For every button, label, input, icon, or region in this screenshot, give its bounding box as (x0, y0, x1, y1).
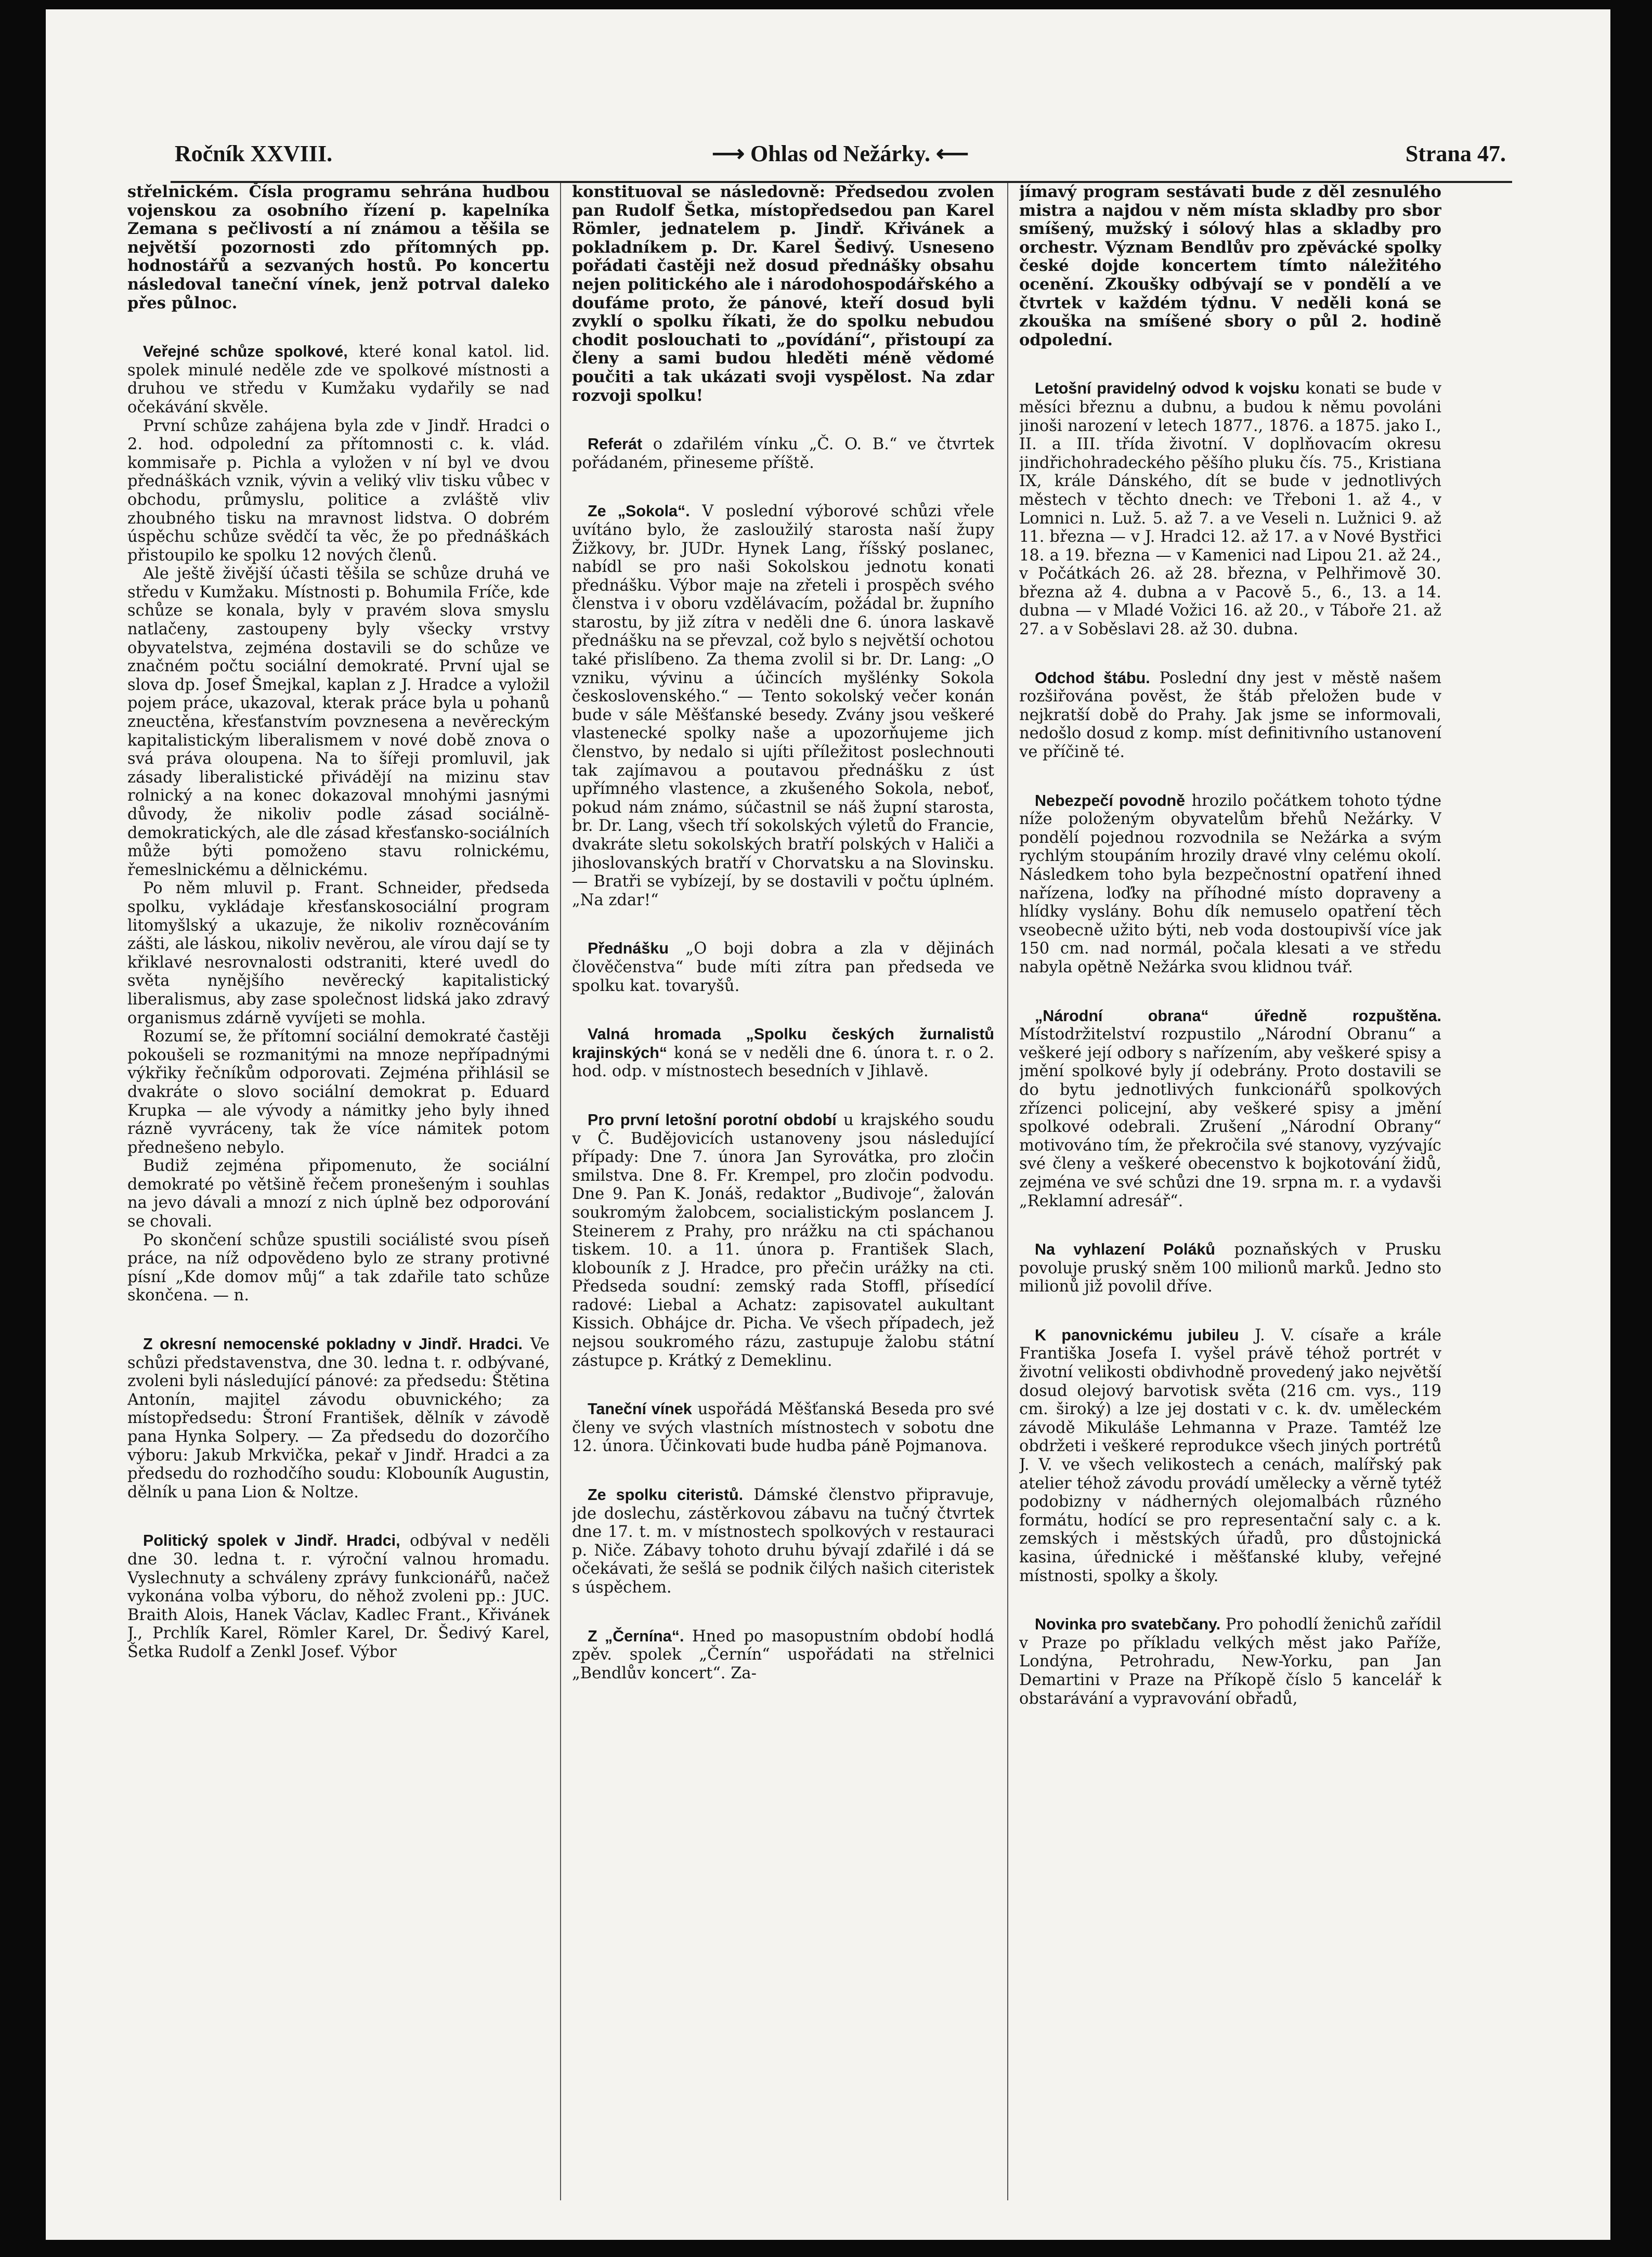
article-body: odbýval v neděli dne 30. ledna t. r. výroční valnou hromadu. Vyslechnuty a schváleny zprávy funkcionářů, načež vykonána volba výboru, do něhož zvoleni pp.: JUC. Braith Alois, Hanek Václav, Kadlec Frant., Křivánek J., Prchlík Karel, Römler Karel, Dr. Šedivý Karel, Šetka Rudolf a Zenkl Josef. Výbor (127, 1532, 550, 1661)
article-headline: Referát (588, 435, 643, 453)
article-body: První schůze zahájena byla zde v Jindř. Hradci o 2. hod. odpolední za přítomnosti c. k. vlád. kommisaře p. Pichla a vyložen v ní byl ve dvou přednáškách vznik, vývin a veliký vliv tisku vůbec v obchodu, průmyslu, politice a zvláště vliv zhoubného tisku na mravnost lidstva. O dobrém úspěchu schůze svědčí ta věc, že po přednáškách přistoupilo ke spolku 12 nových členů. (127, 416, 550, 565)
article-body: Ale ještě živější účasti těšila se schůze druhá ve středu v Kumžaku. Místnosti p. Bohumila Fríče, kde schůze se konala, byly v pravém slova smyslu natlačeny, zastoupeny byly všecky vrstvy obyvatelstva, zejména dostavili se do schůze ve značném počtu sociální demokraté. První ujal se slova dp. Josef Šmejkal, kaplan z J. Hradce a vyložil pojem práce, ukazoval, kterak práce byla u pohanů zneuctěna, křesťanstvím povznesena a nevěreckým kapitalistickým liberalismem v nové době znova o svá práva oloupena. Na to šířeji promluvil, jak zásady liberalistické přivádějí na mizinu stav rolnický a na konec dokazoval mnohými jasnými důvody, že nikoliv podle zásad sociálně-demokratických, ale dle zásad křesťansko-sociálních může býti pomoženo stavu rolnickému, řemeslnickému a dělnickému. (127, 565, 550, 879)
article-paragraph (127, 417, 550, 565)
article-headline: Taneční vínek (588, 1400, 692, 1418)
article-paragraph (572, 435, 994, 472)
article-body: koná se v neděli dne 6. února t. r. o 2. hod. odp. v místnostech besedních v Jihlavě. (572, 1043, 994, 1081)
article-body: u krajského soudu v Č. Budějovicích ustanoveny jsou následující případy: Dne 7. února Jan Syrovátka, pro zločin smilstva. Dne 8. Fr. Krempel, pro zločin podvodu. Dne 9. Pan K. Jonáš, redaktor „Budivoje“, žalován soukromým žalobcem, socialistickým poslancem J. Steinerem z Prahy, pro nrážku na cti spáchanou tiskem. 10. a 11. února p. František Slach, klobouník z J. Hradce, pro přečin urážky na cti. Předseda soudní: zemský rada Stoffl, přísedící radové: Liebal a Achatz: zapisovatel aukultant Kissich. Obhájce dr. Picha. Ve všech případech, jež nejsou soukromého rázu, zastupuje žalobu státní zástupce p. Krátký z Demeklinu. (572, 1111, 994, 1370)
article-paragraph (572, 1111, 994, 1370)
article-body: Místodržitelství rozpustilo „Národní Obranu“ a veškeré její odbory s nařízením, aby veškeré spisy a jmění spolkové byly jí odebrány. Proto dostavili se do bytu jednotlivých funkcionářů spolkových zřízenci policejní, aby veškeré spisy a jmění spolkové odebrali. Zrušení „Národní Obrany“ motivováno tím, že překročila své stanovy, vyzývajíc své členy a veškeré obecenstvo k bojkotování židů, zejména ve své schůzi dne 19. srpna m. r. a vydavši „Reklamní adresář“. (1019, 1025, 1441, 1210)
article-paragraph (572, 183, 994, 405)
article-paragraph (1019, 1007, 1441, 1211)
article-paragraph (1019, 183, 1441, 349)
article-paragraph (572, 1400, 994, 1456)
article-headline: „Národní obrana“ úředně rozpuštěna. (1035, 1007, 1441, 1025)
article-body: které konal katol. lid. spolek minulé neděle zde ve spolkové místnosti a druhou ve středu v Kumžaku vydařily se nad očekávání skvěle. (127, 343, 550, 416)
article-body: Po něm mluvil p. Frant. Schneider, předseda spolku, vykládaje křesťanskosociální program litomyšlský a ukazuje, že nikoliv rozněcováním zášti, ale láskou, nikoliv nevěrou, ale vírou dají se ty křiklavé nesrovnalosti odstraniti, které uvedl do světa nynějšího nevěrecký kapitalistický liberalismus, aby zase společnost lidská jako zdravý organismus zdárně vyvíjeti se mohla. (127, 879, 550, 1027)
text-column-1 (127, 183, 550, 2200)
article-body: uspořádá Měšťanská Beseda pro své členy ve svých vlastních místnostech v sobotu dne 12. února. Účinkovati bude hudba páně Pojmanova. (572, 1400, 994, 1456)
article-body: Hned po masopustním období hodlá zpěv. spolek „Černín“ uspořádati na střelnici „Bendlův koncert“. Za- (572, 1627, 994, 1682)
article-paragraph (1019, 380, 1441, 638)
article-body: J. V. císaře a krále Františka Josefa I. vyšel právě téhož portrét v životní velikosti obdivhodně provedený jako největší dosud olejový barvotisk světa (216 cm. vys., 119 cm. široký) a lze jej dostati v c. k. dv. uměleckém závodě Mikuláše Lehmanna v Praze. Tamtéž lze obdržeti i veškeré reprodukce všech jiných portrétů J. V. ve všech velikostech a cenách, malířský pak atelier téhož závodu provádí umělecky a věrně tytéž podobizny v nádherných olejomalbách různého formátu, hodící se pro representační saly c. a k. zemských i městských úřadů, pro důstojnická kasina, úřednické i měšťanské kluby, veřejné místnosti, spolky a školy. (1019, 1326, 1441, 1585)
article-paragraph (1019, 1615, 1441, 1708)
article-headline: Politický spolek v Jindř. Hradci, (143, 1532, 400, 1550)
column-divider (1007, 183, 1008, 2200)
article-headline: Novinka pro svatebčany. (1035, 1615, 1221, 1634)
article-paragraph (127, 1335, 550, 1502)
article-body: Po skončení schůze spustili sociálisté svou píseň práce, na níž odpovědeno bylo ze strany protivné písní „Kde domov můj“ a tak zdařile tato schůze skončena. — n. (127, 1231, 550, 1305)
column-divider (560, 183, 561, 2200)
article-paragraph (1019, 792, 1441, 977)
article-paragraph (572, 502, 994, 909)
article-headline: Na vyhlazení Poláků (1035, 1241, 1216, 1259)
article-paragraph (127, 1231, 550, 1305)
text-column-2 (572, 183, 994, 2200)
article-paragraph (127, 1027, 550, 1157)
article-body: Budiž zejména připomenuto, že sociální demokraté po většině řečem pronešeným i souhlas na jevo dávali a mnozí z nich úplně bez odporování se chovali. (127, 1157, 550, 1231)
article-paragraph (572, 1486, 994, 1597)
article-body: Pro pohodlí ženichů zařídil v Praze po příkladu velkých měst jako Paříže, Londýna, Petrohradu, New-Yorku, pan Jan Demartini v Praze na Příkopě číslo 5 kancelář k obstarávání a vypravování obřadů, (1019, 1615, 1441, 1708)
article-paragraph (1019, 1326, 1441, 1585)
article-paragraph (1019, 669, 1441, 762)
article-headline: Z „Černína“. (588, 1627, 684, 1645)
article-body: konstituoval se následovně: Předsedou zvolen pan Rudolf Šetka, místopředsedou pan Karel Römler, jednatelem p. Jindř. Křivánek a pokladníkem p. Dr. Karel Šedivý. Usneseno pořádati častěji než dosud přednášky obsahu nejen politického ale i národohospodářského a doufáme proto, že pánové, kteří dosud byli zvyklí o spolku říkati, že do spolku nebudou chodit poslouchati to „povídání“, přistoupí za členy a sami budou hleděti méně vědomé poučiti a tak ukázati svoji vyspělost. Na zdar rozvoji spolku! (572, 183, 994, 405)
article-paragraph (127, 1157, 550, 1231)
article-body: Dámské členstvo připravuje, jde doslechu, zástěrkovou zábavu na tučný čtvrtek dne 17. t. m. v místnostech spolkových v restauraci p. Niče. Zábavy tohoto druhu bývají zdařilé i dá se očekávati, že sešlá se podnik čilých našich citeristek s úspěchem. (572, 1486, 994, 1597)
article-headline: Z okresní nemocenské pokladny v Jindř. Hradci. (143, 1335, 523, 1353)
article-body: hrozilo počátkem tohoto týdne níže položeným obyvatelům břehů Nežárky. V pondělí pojednou rozvodnila se Nežárka a svým rychlým stoupáním hrozily dravé vlny celému okolí. Následkem toho byla bezpečnostní opatření ihned nařízena, loďky na příhodné místo dopraveny a hlídky vyslány. Bohu dík nemuselo opatření těch vseobecně užito býti, neb voda dostoupivší více jak 150 cm. nad normál, počala klesati a ve středu nabyla opětně Nežárka svou klidnou tvář. (1019, 791, 1441, 976)
article-body: konati se bude v měsíci březnu a dubnu, a budou k němu povoláni jinoši narození v letech 1877., 1876. a 1875. jako I., II. a III. třída životní. V doplňovacím okresu jindřichohradeckého pěšího pluku čís. 75., Kristiana IX, krále Dánského, dít se bude v jednotlivých městech v těchto dnech: ve Třeboni 1. až 4., v Lomnici n. Luž. 5. až 7. a ve Veseli n. Lužnici 9. až 11. března — v J. Hradci 12. až 17. a v Nové Bystřici 18. a 19. března — v Kamenici nad Lipou 21. až 24., v Počátkách 26. až 28. března, v Pelhřimově 30. března až 4. dubna a v Pacově 5., 6., 13. a 14. dubna — v Mladé Vožici 16. až 20., v Táboře 21. až 27. a v Soběslavi 28. až 30. dubna. (1019, 380, 1441, 639)
article-body: V poslední výborové schůzi vřele uvítáno bylo, že zasloužilý starosta naší župy Žižkovy, br. JUDr. Hynek Lang, říšský poslanec, nabídl se pro naši Sokolskou jednotu konati přednášku. Výbor maje na zřeteli i prospěch svého členstva i v oboru vzdělávacím, požádal br. župního starostu, by již zítra v neděli dne 6. února laskavě přednášku na se převzal, což bylo s největší ochotou také přislíbeno. Za thema zvolil si br. Dr. Lang: „O vzniku, vývinu a účincích myšlénky Sokola československého.“ — Tento sokolský večer konán bude v sále Měšťanské besedy. Zvány jsou veškeré vlastenecké spolky naše a upozorňujeme jich členstvo, by nedalo si ujíti příležitost poslechnouti tak zajímavou a poutavou přednášku z úst upřímného vlastence, a zkušeného Sokola, neboť, pokud nám známo, súčastnil se náš župní starosta, br. Dr. Lang, všech tří sokolských výletů do Francie, dvakráte sletu sokolských bratří polských v Haliči a jihoslovanských bratří v Chorvatsku a na Slovinsku. — Bratři se vybízejí, by se dostavili v počtu úplném. „Na zdar!“ (572, 502, 994, 909)
article-paragraph (572, 1025, 994, 1081)
page-number: Strana 47. (1405, 141, 1506, 166)
article-body: jímavý program sestávati bude z děl zesnulého mistra a najdou v něm místa skladby pro sbor smíšený, mužský i sólový hlas a skladby pro orchestr. Význam Bendlův pro zpěvácké spolky české dojde koncertem tímto náležitého ocenění. Zkoušky odbývají se v pondělí a ve čtvrtek v každém týdnu. V neděli koná se zkouška na smíšené sbory o půl 2. hodině odpolední. (1019, 183, 1441, 349)
article-headline: Nebezpečí povodně (1035, 791, 1186, 810)
article-body: střelnickém. Čísla programu sehrána hudbou vojenskou za osobního řízení p. kapelníka Zemana s pečlivostí a ní známou a těšila se největší pozornosti zdo přítomných pp. hodnostářů a sezvaných hostů. Po koncertu následoval taneční vínek, jenž potrval daleko přes půlnoc. (127, 183, 550, 312)
article-headline: Ze spolku citeristů. (588, 1486, 744, 1504)
article-paragraph (127, 1532, 550, 1661)
article-headline: Valná hromada „Spolku českých žurnalistů krajinských“ (572, 1025, 994, 1062)
article-headline: Pro první letošní porotní období (588, 1111, 837, 1129)
volume-label: Ročník XXVIII. (175, 141, 333, 166)
article-body: Rozumí se, že přítomní sociální demokraté častěji pokoušeli se rozmanitými na mnoze nepřípadnými výkřiky řečníkům odporovati. Zejména přihlásil se dvakráte o slovo sociální demokrat p. Eduard Krupka — ale vývody a námitky jeho byly ihned rázně vyvráceny, tak že více námitek potom přednešeno nebylo. (127, 1027, 550, 1157)
article-body: „O boji dobra a zla v dějinách člověčenstva“ bude míti zítra pan předseda ve spolku kat. tovaryšů. (572, 940, 994, 995)
article-headline: K panovnickému jubileu (1035, 1326, 1239, 1344)
article-headline: Odchod štábu. (1035, 669, 1150, 687)
article-paragraph (127, 879, 550, 1027)
newspaper-title: ⟶ Ohlas od Nežárky. ⟵ (711, 141, 969, 166)
article-body: poznaňských v Prusku povoluje pruský sněm 100 milionů marků. Jedno sto milionů již povolil dříve. (1019, 1241, 1441, 1296)
article-paragraph (127, 183, 550, 312)
article-headline: Přednášku (588, 940, 669, 958)
article-paragraph (572, 1627, 994, 1683)
article-headline: Ze „Sokola“. (588, 502, 690, 520)
text-column-3 (1019, 183, 1441, 2200)
article-paragraph (127, 565, 550, 879)
article-paragraph (572, 940, 994, 995)
article-paragraph (127, 343, 550, 416)
article-body: Ve schůzi představenstva, dne 30. ledna t. r. odbývané, zvoleni byli následující pánové: za předsedu: Štětina Antonín, majitel závodu obuvnického; za místopředsedu: Štroní František, dělník v závodě pana Hynka Solpery. — Za předsedu do dozorčího výboru: Jakub Mrkvička, pekař v Jindř. Hradci a za předsedu do rozhodčího soudu: Klobouník Augustin, dělník u pana Lion & Noltze. (127, 1335, 550, 1502)
article-paragraph (1019, 1241, 1441, 1296)
article-body: o zdařilém vínku „Č. O. B.“ ve čtvrtek pořádaném, přineseme příště. (572, 435, 994, 472)
article-headline: Veřejné schůze spolkové, (143, 343, 348, 361)
article-body: Poslední dny jest v městě našem rozšiřována pověst, že štáb přeložen bude v nejkratší době do Prahy. Jak jsme se informovali, nedošlo dosud z komp. míst definitivního ustanovení ve příčině té. (1019, 669, 1441, 762)
article-headline: Letošní pravidelný odvod k vojsku (1035, 380, 1300, 398)
page-header (175, 132, 1506, 174)
